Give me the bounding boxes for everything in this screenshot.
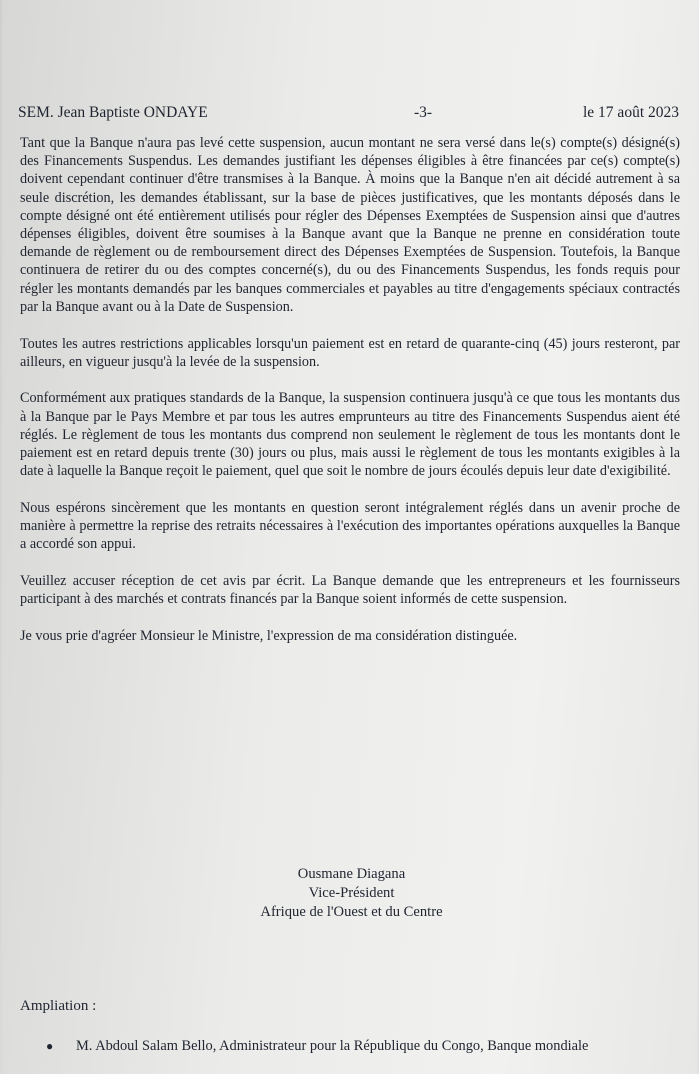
signature-block [2,865,699,922]
bullet-icon: ● [46,1039,54,1053]
signatory-title: Vice-Président [308,885,395,901]
ampliation-label: Ampliation : [20,998,97,1014]
ampliation-item [46,1037,668,1055]
page-number: -3- [414,104,433,121]
letter-page [2,0,697,1074]
paragraph-hope: Nous espérons sincèrement que les montants en question seront intégralement réglés dans un avenir proche de manière à permettre la reprise des retraits nécessaires à l'exécution des importantes opérations auxquelles la Banque a accordé son appui. [20,499,680,553]
paragraph-restrictions: Toutes les autres restrictions applicables lorsqu'un paiement est en retard de quarante-cinq (45) jours resteront, par ailleurs, en vigueur jusqu'à la levée de la suspension. [20,335,680,370]
signatory-name: Ousmane Diagana [297,866,406,882]
letter-body [20,134,680,664]
recipient-name: SEM. Jean Baptiste ONDAYE [18,104,208,121]
letter-header [18,104,679,122]
letter-date: le 17 août 2023 [583,104,679,121]
signatory-region: Afrique de l'Ouest et du Centre [260,904,443,920]
paragraph-acknowledge: Veuillez accuser réception de cet avis par écrit. La Banque demande que les entrepreneurs et les fournisseurs participant à des marchés et contrats financés par la Banque soient informés de cette suspension. [20,573,680,608]
ampliation-item-text: M. Abdoul Salam Bello, Administrateur pour la République du Congo, Banque mondiale [76,1038,589,1054]
paragraph-suspension-accounts: Tant que la Banque n'aura pas levé cette suspension, aucun montant ne sera versé dans le(s) compte(s) désigné(s) des Financements Suspendus. Les demandes justifiant les dépenses éligibles à être financées par ce(s) compte(s) doivent cependant continuer d'être transmises à la Banque. À moins que la Banque n'en ait décidé autrement à sa seule discrétion, les demandes établissant, sur la base de pièces justificatives, que les montants déposés dans le compte désigné ont été entièrement utilisés pour régler des Dépenses Exemptées de Suspension ainsi que d'autres dépenses éligibles, doivent être soumises à la Banque avant que la Banque ne prenne en considération toute demande de règlement ou de remboursement direct des Dépenses Exemptées de Suspension. Toutefois, la Banque continuera de retirer du ou des comptes concerné(s), du ou des Financements Suspendus, les fonds requis pour régler les montants demandés par les banques commerciales et payables au titre d'engagements spéciaux contractés par la Banque avant ou à la Date de Suspension. [20,135,680,315]
paragraph-closing: Je vous prie d'agréer Monsieur le Ministre, l'expression de ma considération distinguée. [20,627,518,644]
paragraph-standard-practices: Conformément aux pratiques standards de la Banque, la suspension continuera jusqu'à ce que tous les montants dus à la Banque par le Pays Membre et par tous les autres emprunteurs au titre des Financements Suspendus aient été réglés. Le règlement de tous les montants dus comprend non seulement le règlement de tous les montants dont le paiement est en retard depuis trente (30) jours ou plus, mais aussi le règlement de tous les montants exigibles à la date à laquelle la Banque reçoit le paiement, quel que soit le nombre de jours écoulés depuis leur date d'exigibilité. [20,390,680,480]
